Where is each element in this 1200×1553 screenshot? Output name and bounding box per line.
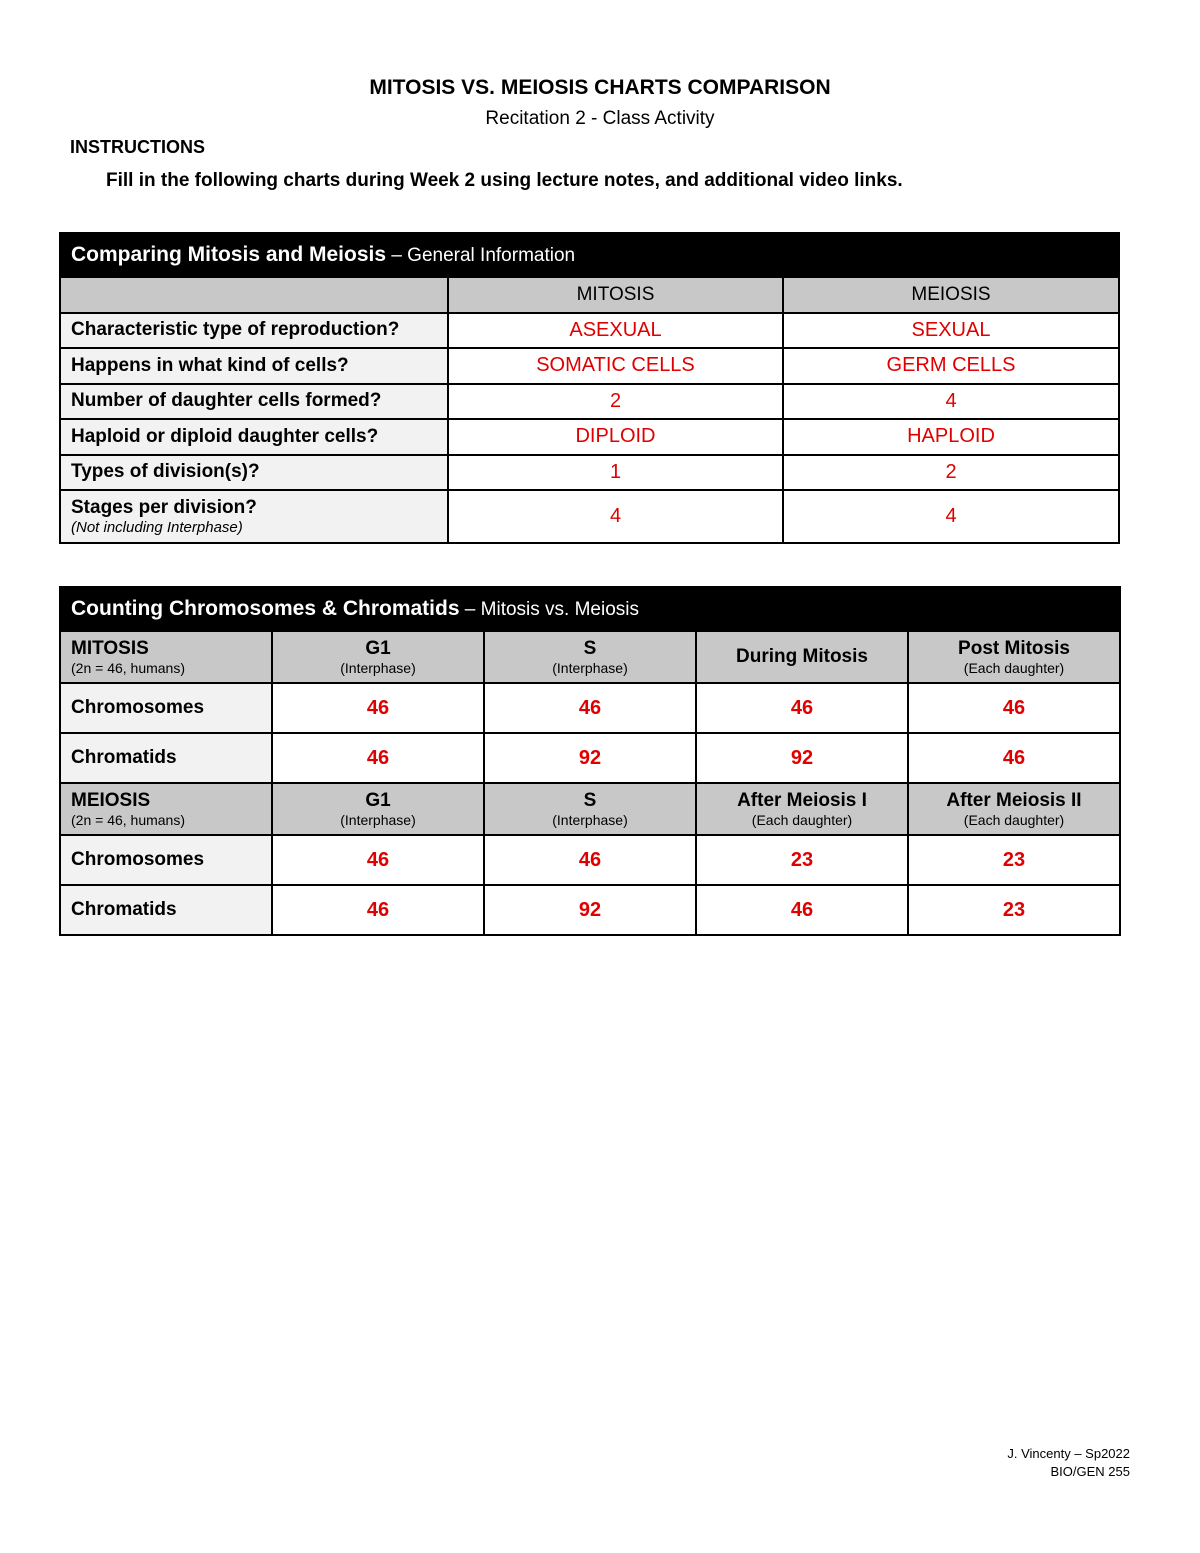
chromosome-count-table xyxy=(59,586,1121,936)
table-row xyxy=(60,835,1120,885)
meiosis-answer: 2 xyxy=(783,455,1119,491)
column-header xyxy=(908,631,1120,683)
meiosis-answer: HAPLOID xyxy=(783,419,1119,455)
meiosis-answer: GERM CELLS xyxy=(783,348,1119,384)
mitosis-answer: SOMATIC CELLS xyxy=(448,348,783,384)
footer-credit xyxy=(1007,1445,1130,1481)
general-information-table xyxy=(59,232,1120,544)
count-cell: 46 xyxy=(696,885,908,935)
count-cell: 46 xyxy=(908,733,1120,783)
table2-title-dash: – xyxy=(459,599,481,620)
count-cell: 46 xyxy=(272,885,484,935)
row-label: Types of division(s)? xyxy=(60,455,448,491)
table2-banner xyxy=(60,587,1120,631)
column-header xyxy=(272,631,484,683)
column-title: After Meiosis I xyxy=(737,790,867,812)
column-title: S xyxy=(583,790,597,812)
count-cell: 46 xyxy=(272,733,484,783)
meiosis-title: MEIOSIS xyxy=(71,790,151,812)
table1-header-blank xyxy=(60,277,448,313)
column-title: During Mitosis xyxy=(736,646,868,668)
count-cell: 46 xyxy=(696,683,908,733)
meiosis-label xyxy=(60,783,272,835)
column-header xyxy=(696,783,908,835)
mitosis-sublabel: (2n = 46, humans) xyxy=(71,659,186,676)
mitosis-title: MITOSIS xyxy=(71,638,149,660)
row-label-with-note xyxy=(60,490,448,543)
count-cell: 92 xyxy=(484,885,696,935)
table2-title-light: Mitosis vs. Meiosis xyxy=(480,599,639,620)
count-cell: 46 xyxy=(484,683,696,733)
table-row xyxy=(60,348,1119,384)
row-label: Number of daughter cells formed? xyxy=(60,384,448,420)
count-cell: 23 xyxy=(696,835,908,885)
meiosis-sublabel: (2n = 46, humans) xyxy=(71,811,186,828)
column-header xyxy=(908,783,1120,835)
column-title: G1 xyxy=(365,790,391,812)
row-label: Stages per division? xyxy=(71,497,257,518)
count-cell: 46 xyxy=(484,835,696,885)
table-row xyxy=(60,455,1119,491)
meiosis-answer: 4 xyxy=(783,490,1119,543)
column-subtitle: (Interphase) xyxy=(340,659,416,676)
table-row xyxy=(60,733,1120,783)
mitosis-answer: 1 xyxy=(448,455,783,491)
table1-header-mitosis: MITOSIS xyxy=(448,277,783,313)
table2-title-bold: Counting Chromosomes & Chromatids xyxy=(71,597,460,620)
column-title: After Meiosis II xyxy=(946,790,1082,812)
count-cell: 92 xyxy=(484,733,696,783)
column-subtitle: (Each daughter) xyxy=(963,811,1065,828)
instructions-heading: INSTRUCTIONS xyxy=(70,137,205,157)
column-title: Post Mitosis xyxy=(958,638,1070,660)
table-row xyxy=(60,384,1119,420)
column-title: S xyxy=(583,638,597,660)
meiosis-answer: SEXUAL xyxy=(783,313,1119,349)
row-label: Haploid or diploid daughter cells? xyxy=(60,419,448,455)
row-label: Chromosomes xyxy=(60,835,272,885)
table-row xyxy=(60,683,1120,733)
column-subtitle: (Each daughter) xyxy=(751,811,853,828)
mitosis-label xyxy=(60,631,272,683)
column-header xyxy=(484,631,696,683)
count-cell: 46 xyxy=(272,835,484,885)
table-row xyxy=(60,313,1119,349)
row-label: Chromatids xyxy=(60,733,272,783)
column-subtitle: (Interphase) xyxy=(552,811,628,828)
count-cell: 46 xyxy=(272,683,484,733)
row-note: (Not including Interphase) xyxy=(71,519,243,536)
footer-author: J. Vincenty – Sp2022 xyxy=(1007,1446,1130,1461)
mitosis-answer: 2 xyxy=(448,384,783,420)
page-subtitle: Recitation 2 - Class Activity xyxy=(485,108,715,129)
table1-title-dash: – xyxy=(386,245,408,266)
table1-banner xyxy=(60,233,1119,277)
table-row xyxy=(60,885,1120,935)
table1-title-light: General Information xyxy=(407,245,576,266)
page-title: MITOSIS VS. MEIOSIS CHARTS COMPARISON xyxy=(369,76,831,99)
count-cell: 92 xyxy=(696,733,908,783)
count-cell: 46 xyxy=(908,683,1120,733)
mitosis-header-row xyxy=(60,631,1120,683)
count-cell: 23 xyxy=(908,835,1120,885)
row-label: Chromosomes xyxy=(60,683,272,733)
column-subtitle: (Interphase) xyxy=(340,811,416,828)
table1-header-meiosis: MEIOSIS xyxy=(783,277,1119,313)
count-cell: 23 xyxy=(908,885,1120,935)
column-header xyxy=(696,631,908,683)
column-subtitle: (Each daughter) xyxy=(963,659,1065,676)
row-label: Characteristic type of reproduction? xyxy=(60,313,448,349)
column-title: G1 xyxy=(365,638,391,660)
table1-title-bold: Comparing Mitosis and Meiosis xyxy=(71,243,387,266)
column-header xyxy=(272,783,484,835)
table-row xyxy=(60,490,1119,543)
mitosis-answer: 4 xyxy=(448,490,783,543)
table-row xyxy=(60,419,1119,455)
row-label: Happens in what kind of cells? xyxy=(60,348,448,384)
column-header xyxy=(484,783,696,835)
row-label: Chromatids xyxy=(60,885,272,935)
meiosis-header-row xyxy=(60,783,1120,835)
mitosis-answer: DIPLOID xyxy=(448,419,783,455)
footer-course: BIO/GEN 255 xyxy=(1050,1464,1130,1479)
column-subtitle: (Interphase) xyxy=(552,659,628,676)
instructions-text: Fill in the following charts during Week 2 using lecture notes, and additional video links. xyxy=(106,170,903,191)
meiosis-answer: 4 xyxy=(783,384,1119,420)
mitosis-answer: ASEXUAL xyxy=(448,313,783,349)
